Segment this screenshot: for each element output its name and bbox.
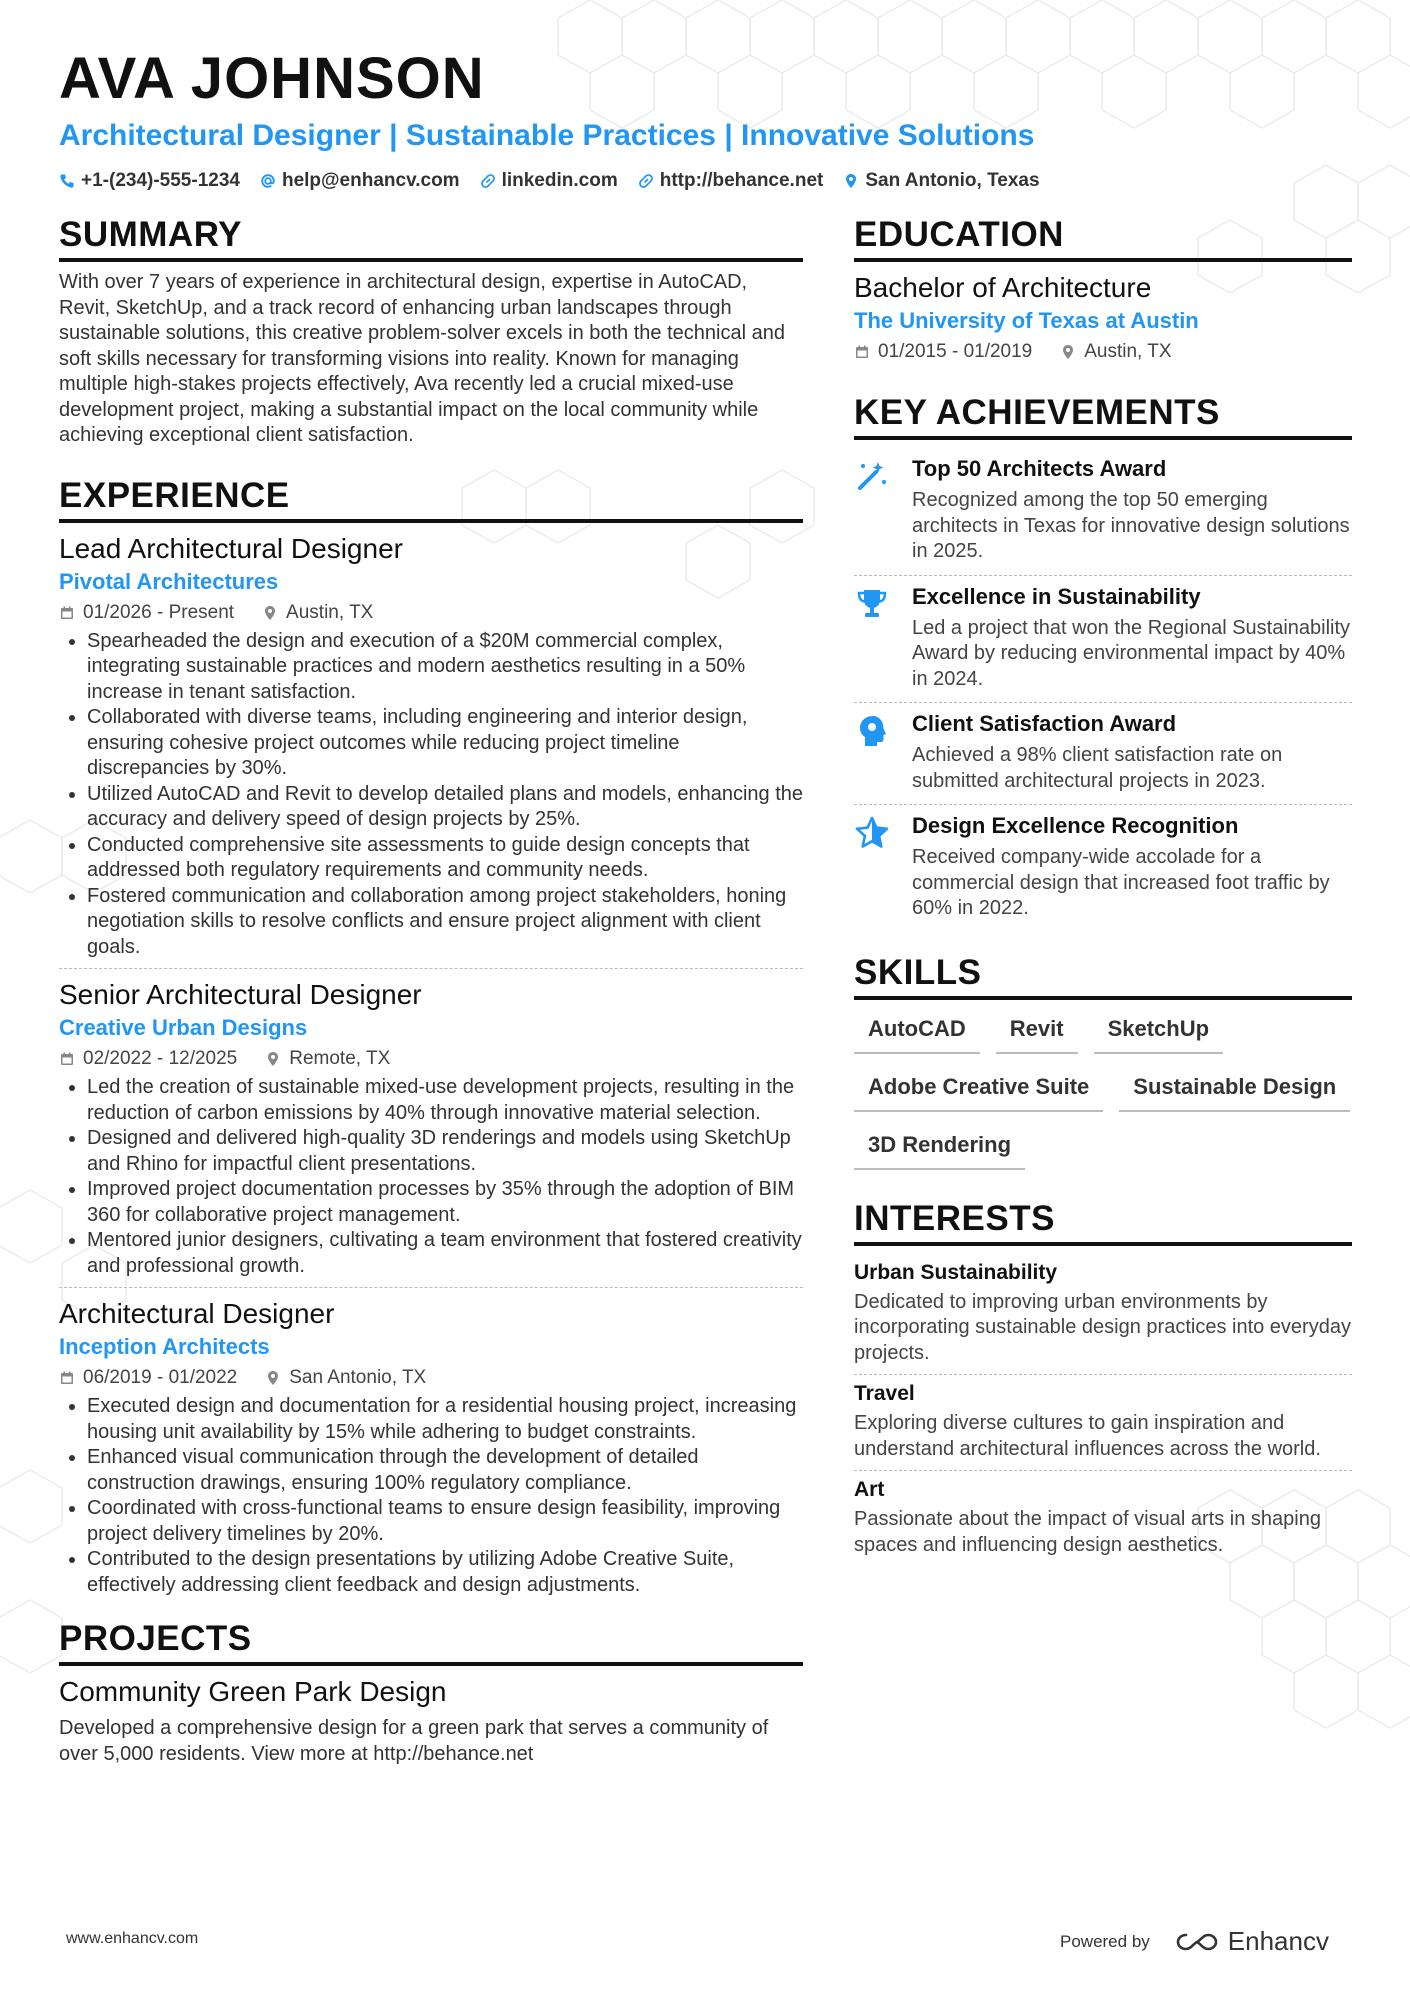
education-dates	[854, 338, 1032, 366]
job-dates-text: 06/2019 - 01/2022	[83, 1367, 238, 1388]
contact-behance[interactable]	[638, 168, 824, 194]
experience-title: EXPERIENCE	[59, 475, 803, 523]
interests-section	[854, 1198, 1352, 1567]
job-dates	[59, 1364, 237, 1392]
headline: Architectural Designer | Sustainable Practices | Innovative Solutions	[59, 119, 1035, 152]
education-meta	[854, 338, 1352, 366]
footer-branding	[1060, 1926, 1329, 1957]
job-location	[262, 599, 373, 627]
job-bullet: • Designed and delivered high-quality 3D renderings and models using SketchUp and Rhino for impactful client presentations.	[87, 1126, 803, 1177]
interest-item	[854, 1254, 1352, 1376]
job-location-text: San Antonio, TX	[289, 1367, 427, 1388]
achievement-icon-wrap	[854, 709, 896, 794]
experience-entry	[59, 968, 803, 1287]
interest-description: Exploring diverse cultures to gain inspiration and understand architectural influences across the world.	[854, 1412, 1321, 1460]
enhancv-logo-icon	[1174, 1929, 1220, 1955]
job-dates	[59, 1045, 237, 1073]
summary-title: SUMMARY	[59, 214, 803, 262]
right-column	[854, 214, 1352, 1566]
achievement-description: Achieved a 98% client satisfaction rate on submitted architectural projects in 2023.	[912, 744, 1283, 792]
summary-section	[59, 214, 803, 449]
education-section	[854, 214, 1352, 366]
interest-item	[854, 1375, 1352, 1471]
calendar-icon	[854, 344, 870, 360]
job-bullet: • Spearheaded the design and execution of a $20M commercial complex, integrating sustainable practices and modern aesthetics resulting in a 50% increase in tenant satisfaction.	[87, 629, 803, 706]
job-bullet: • Mentored junior designers, cultivating a team environment that fostered creativity and professional growth.	[87, 1228, 803, 1279]
achievement-body	[912, 582, 1352, 693]
job-title: Senior Architectural Designer	[59, 979, 422, 1010]
project-description: Developed a comprehensive design for a green park that serves a community of over 5,000 residents. View more at http://behance.net	[59, 1717, 769, 1765]
candidate-name: AVA JOHNSON	[59, 46, 485, 111]
project-title: Community Green Park Design	[59, 1676, 447, 1707]
achievement-title: Top 50 Architects Award	[912, 456, 1167, 481]
head-idea-icon	[854, 713, 890, 749]
interest-title: Travel	[854, 1382, 915, 1405]
job-bullet: • Led the creation of sustainable mixed-use development projects, resulting in the reduction of carbon emissions by 40% through innovative material selection.	[87, 1075, 803, 1126]
achievement-item	[854, 805, 1352, 932]
achievement-icon-wrap	[854, 582, 896, 693]
contact-bar	[59, 168, 1040, 194]
job-location	[265, 1045, 390, 1073]
achievement-item	[854, 576, 1352, 704]
calendar-icon	[59, 1370, 75, 1386]
achievement-description: Received company-wide accolade for a commercial design that increased foot traffic by 60% in 2022.	[912, 846, 1330, 919]
job-meta	[59, 599, 803, 627]
job-bullet: • Utilized AutoCAD and Revit to develop detailed plans and models, enhancing the accuracy and delivery speed of design projects by 25%.	[87, 782, 803, 833]
achievement-body	[912, 454, 1352, 565]
education-title: EDUCATION	[854, 214, 1352, 262]
calendar-icon	[59, 605, 75, 621]
left-column	[59, 214, 803, 1767]
job-meta	[59, 1045, 803, 1073]
job-bullet: • Fostered communication and collaboration among project stakeholders, honing negotiation skills to resolve conflicts and ensure project alignment with client goals.	[87, 884, 803, 961]
contact-phone[interactable]	[59, 168, 240, 194]
trophy-icon	[854, 586, 890, 622]
contact-behance-text: http://behance.net	[659, 170, 824, 191]
achievement-title: Design Excellence Recognition	[912, 813, 1239, 838]
job-location-text: Remote, TX	[289, 1048, 391, 1069]
phone-icon	[59, 173, 75, 189]
interest-item	[854, 1471, 1352, 1566]
skills-title: SKILLS	[854, 952, 1352, 1000]
at-icon	[260, 173, 276, 189]
interest-description: Dedicated to improving urban environments by incorporating sustainable design practices into everyday projects.	[854, 1290, 1351, 1364]
contact-linkedin-text: linkedin.com	[501, 170, 618, 191]
achievement-icon-wrap	[854, 811, 896, 922]
company-name: Pivotal Architectures	[59, 568, 279, 594]
footer-website[interactable]: www.enhancv.com	[66, 1930, 199, 1947]
job-bullet: • Improved project documentation processes by 35% through the adoption of BIM 360 for collaborative project management.	[87, 1177, 803, 1228]
location-pin-icon	[265, 1051, 281, 1067]
job-bullets	[59, 1075, 803, 1279]
achievement-body	[912, 811, 1352, 922]
job-bullet: • Executed design and documentation for a residential housing project, increasing housing unit availability by 15% while adhering to budget constraints.	[87, 1394, 803, 1445]
achievement-icon-wrap	[854, 454, 896, 565]
experience-entry	[59, 531, 803, 969]
location-pin-icon	[265, 1370, 281, 1386]
skill-tag: AutoCAD	[854, 1010, 980, 1054]
job-bullet: • Enhanced visual communication through the development of detailed construction drawings, ensuring 100% regulatory compliance.	[87, 1445, 803, 1496]
location-pin-icon	[843, 173, 859, 189]
contact-location-text: San Antonio, Texas	[865, 170, 1040, 191]
job-dates-text: 01/2026 - Present	[83, 601, 235, 623]
job-location-text: Austin, TX	[286, 601, 374, 623]
location-pin-icon	[262, 605, 278, 621]
skills-list	[854, 1010, 1352, 1170]
achievement-item	[854, 703, 1352, 805]
skills-section	[854, 952, 1352, 1170]
school-name: The University of Texas at Austin	[854, 308, 1199, 333]
degree: Bachelor of Architecture	[854, 272, 1152, 303]
achievement-body	[912, 709, 1352, 794]
magic-wand-icon	[854, 458, 890, 494]
interest-description: Passionate about the impact of visual arts in shaping spaces and influencing design aesthetics.	[854, 1508, 1321, 1556]
location-pin-icon	[1060, 344, 1076, 360]
achievement-description: Recognized among the top 50 emerging architects in Texas for innovative design solutions in 2025.	[912, 489, 1350, 562]
achievements-section	[854, 392, 1352, 932]
job-bullet: • Coordinated with cross-functional teams to ensure design feasibility, improving project delivery timelines by 20%.	[87, 1496, 803, 1547]
projects-title: PROJECTS	[59, 1618, 803, 1666]
interest-title: Art	[854, 1478, 885, 1501]
brand-name: Enhancv	[1227, 1926, 1329, 1956]
job-dates	[59, 599, 234, 627]
achievement-item	[854, 448, 1352, 576]
summary-text: With over 7 years of experience in architectural design, expertise in AutoCAD, Revit, SketchUp, and a track record of enhancing urban landscapes through sustainable solutions, this creative problem-solver excels in both the technical and soft skills necessary for transforming visions into reality. Known for managing multiple high-stakes projects effectively, Ava recently led a crucial mixed-use development project, making a substantial impact on the local community while achieving exceptional client satisfaction.	[59, 271, 785, 446]
education-location-text: Austin, TX	[1084, 341, 1172, 362]
link-icon	[480, 173, 496, 189]
skill-tag: Revit	[996, 1010, 1078, 1054]
education-dates-text: 01/2015 - 01/2019	[878, 341, 1033, 362]
star-icon	[854, 815, 890, 851]
brand-logo[interactable]	[1174, 1926, 1329, 1957]
contact-phone-text: +1-(234)-555-1234	[81, 170, 240, 191]
job-title: Architectural Designer	[59, 1298, 335, 1329]
experience-entry	[59, 1287, 803, 1606]
job-location	[265, 1364, 426, 1392]
job-meta	[59, 1364, 803, 1392]
job-bullet: • Contributed to the design presentations by utilizing Adobe Creative Suite, effectively addressing client feedback and design adjustments.	[87, 1547, 803, 1598]
skill-tag: Sustainable Design	[1119, 1068, 1350, 1112]
achievement-title: Excellence in Sustainability	[912, 583, 1201, 609]
job-title: Lead Architectural Designer	[59, 532, 403, 564]
interest-title: Urban Sustainability	[854, 1260, 1058, 1284]
skill-tag: Adobe Creative Suite	[854, 1068, 1103, 1112]
contact-location	[843, 168, 1039, 194]
calendar-icon	[59, 1051, 75, 1067]
contact-linkedin[interactable]	[480, 168, 618, 194]
powered-by-label: Powered by	[1060, 1931, 1150, 1951]
link-icon	[638, 173, 654, 189]
skill-tag: 3D Rendering	[854, 1126, 1025, 1170]
job-bullets	[59, 629, 803, 961]
company-name: Inception Architects	[59, 1334, 270, 1359]
job-bullet: • Conducted comprehensive site assessments to guide design concepts that addressed both regulatory requirements and community needs.	[87, 833, 803, 884]
education-location	[1060, 338, 1171, 366]
company-name: Creative Urban Designs	[59, 1015, 308, 1040]
achievements-title: KEY ACHIEVEMENTS	[854, 392, 1352, 440]
job-bullet: • Collaborated with diverse teams, including engineering and interior design, ensuring cohesive project outcomes while reducing project timeline discrepancies by 30%.	[87, 705, 803, 782]
interests-title: INTERESTS	[854, 1198, 1352, 1246]
achievement-title: Client Satisfaction Award	[912, 711, 1177, 736]
projects-section	[59, 1618, 803, 1767]
job-dates-text: 02/2022 - 12/2025	[83, 1048, 238, 1069]
contact-email[interactable]	[260, 168, 460, 194]
contact-email-text: help@enhancv.com	[281, 170, 460, 191]
job-bullets	[59, 1394, 803, 1598]
achievement-description: Led a project that won the Regional Sustainability Award by reducing environmental impact by 40% in 2024.	[912, 616, 1351, 690]
experience-section	[59, 475, 803, 1607]
skill-tag: SketchUp	[1094, 1010, 1223, 1054]
